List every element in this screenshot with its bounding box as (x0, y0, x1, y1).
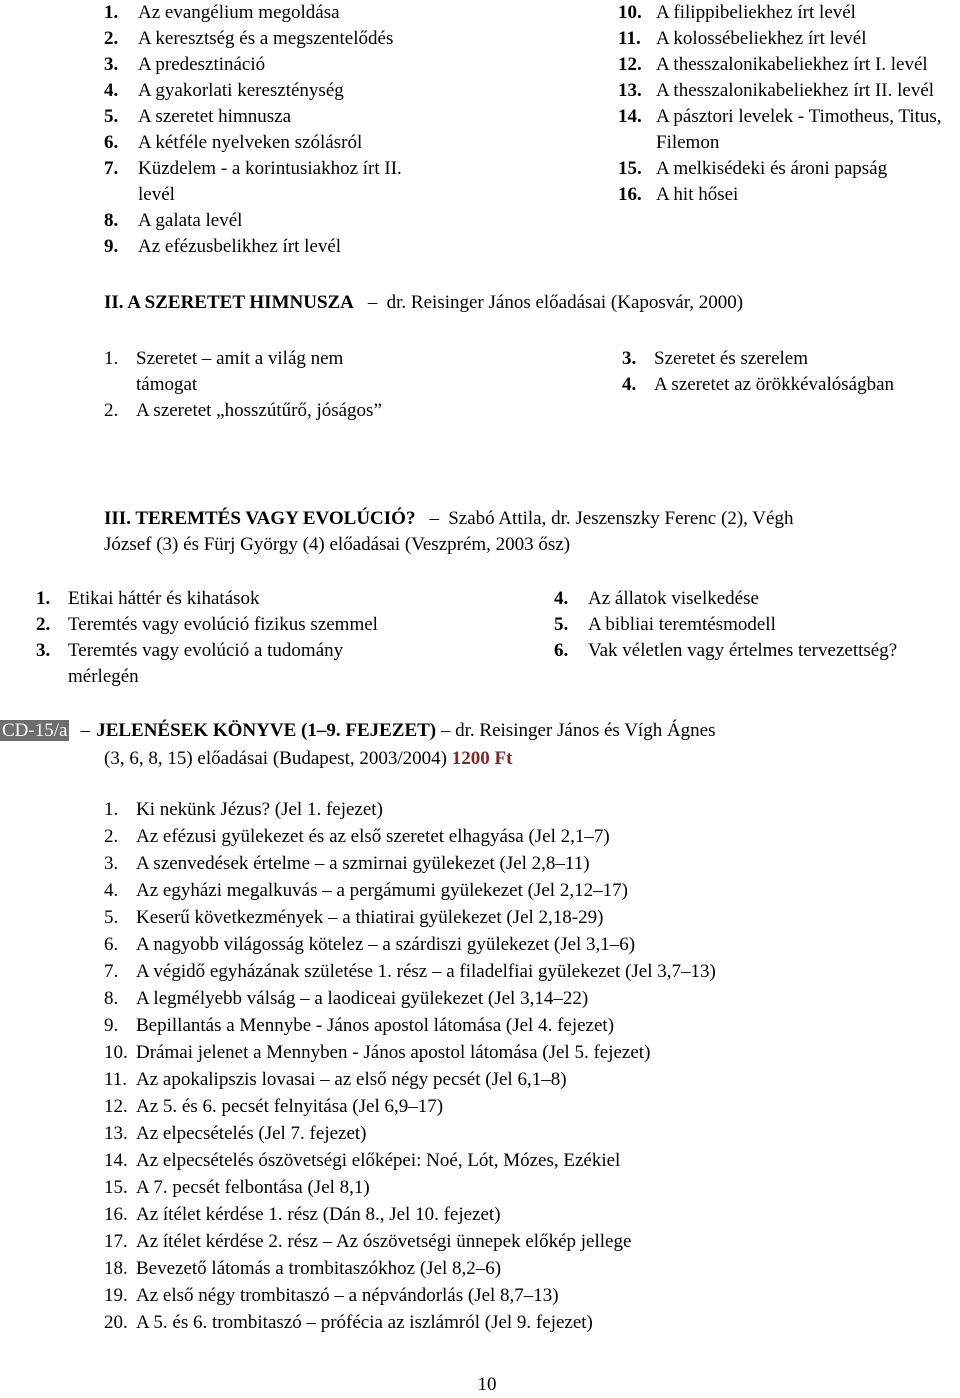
list-item (104, 1066, 960, 1093)
list-item (618, 78, 960, 104)
item-number: 16. (104, 1204, 128, 1225)
list-item (104, 796, 960, 823)
list-item (104, 156, 464, 208)
item-number: 13. (618, 80, 642, 101)
item-number: 19. (104, 1285, 128, 1306)
item-text: Az 5. és 6. pecsét felnyitása (Jel 6,9–17) (136, 1096, 444, 1117)
item-text: Drámai jelenet a Mennyben - János apostol látomása (Jel 5. fejezet) (136, 1042, 651, 1063)
cd-section-heading (0, 718, 960, 772)
list-item (104, 104, 464, 130)
item-text: Küzdelem - a korintusiakhoz írt II. levél (138, 158, 402, 205)
item-number: 18. (104, 1258, 128, 1279)
item-number: 9. (104, 1015, 119, 1036)
item-number: 5. (104, 106, 119, 127)
list-item (36, 638, 456, 690)
section-title: II. A SZERETET HIMNUSZA (104, 292, 354, 313)
item-text: Bevezető látomás a trombitaszókhoz (Jel 8,2–6) (136, 1258, 502, 1279)
list-item (618, 26, 960, 52)
item-number: 1. (104, 2, 119, 23)
list-item (104, 1255, 960, 1282)
price: 1200 Ft (451, 748, 513, 769)
item-text: A kolossébeliekhez írt levél (656, 28, 867, 49)
item-number: 1. (36, 588, 51, 609)
item-number: 12. (104, 1096, 128, 1117)
item-number: 6. (104, 934, 119, 955)
list-item (104, 850, 960, 877)
list-item (618, 52, 960, 78)
item-number: 4. (554, 588, 569, 609)
item-number: 11. (618, 28, 641, 49)
item-text: A bibliai teremtésmodell (588, 614, 776, 635)
item-text: Az elpecsételés ószövetségi előképei: Noé, Lót, Mózes, Ezékiel (136, 1150, 621, 1171)
item-text: Teremtés vagy evolúció fizikus szemmel (68, 614, 378, 635)
item-text: Az apokalipszis lovasai – az első négy pecsét (Jel 6,1–8) (136, 1069, 567, 1090)
item-text: A 7. pecsét felbontása (Jel 8,1) (136, 1177, 370, 1198)
page-number: 10 (477, 1374, 497, 1395)
list-item (104, 130, 464, 156)
item-text: Etikai háttér és kihatások (68, 588, 260, 609)
list-item (618, 104, 960, 156)
item-number: 7. (104, 158, 119, 179)
section-3-heading (104, 506, 960, 558)
item-number: 2. (104, 400, 119, 421)
item-text: Keserű következmények – a thiatirai gyülekezet (Jel 2,18-29) (136, 907, 604, 928)
item-number: 1. (104, 348, 119, 369)
item-text: Teremtés vagy evolúció a tudomány mérlegén (68, 640, 344, 687)
item-text: A szenvedések értelme – a szmirnai gyülekezet (Jel 2,8–11) (136, 853, 590, 874)
item-text: A keresztség és a megszentelődés (138, 28, 394, 49)
item-text: A thesszalonikabeliekhez írt I. levél (656, 54, 928, 75)
item-number: 16. (618, 184, 642, 205)
list-item (104, 1201, 960, 1228)
item-text: Vak véletlen vagy értelmes tervezettség? (588, 640, 898, 661)
list-item (104, 208, 464, 234)
item-number: 20. (104, 1312, 128, 1333)
item-text: Az ítélet kérdése 1. rész (Dán 8., Jel 10. fejezet) (136, 1204, 501, 1225)
item-number: 8. (104, 988, 119, 1009)
item-text: Az első négy trombitaszó – a népvándorlás (Jel 8,7–13) (136, 1285, 559, 1306)
section-subtitle: dr. Reisinger János előadásai (Kaposvár, 2000) (386, 292, 744, 313)
item-text: A szeretet az örökkévalóságban (654, 374, 895, 395)
list-item (104, 904, 960, 931)
dash: – (80, 720, 90, 741)
item-number: 5. (554, 614, 569, 635)
item-number: 11. (104, 1069, 128, 1090)
item-text: A gyakorlati kereszténység (138, 80, 344, 101)
section-title: III. TEREMTÉS VAGY EVOLÚCIÓ? (104, 508, 416, 529)
item-number: 3. (36, 640, 51, 661)
list-item (104, 931, 960, 958)
item-number: 17. (104, 1231, 128, 1252)
list-item (554, 586, 960, 612)
section-3-list-right (554, 586, 960, 664)
list-item (622, 346, 960, 372)
item-text: Az evangélium megoldása (138, 2, 340, 23)
item-text: Az efézusi gyülekezet és az első szeretet elhagyása (Jel 2,1–7) (136, 826, 610, 847)
item-text: A nagyobb világosság kötelez – a szárdiszi gyülekezet (Jel 3,1–6) (136, 934, 636, 955)
list-item (618, 156, 960, 182)
list-item (104, 1012, 960, 1039)
item-text: Szeretet és szerelem (654, 348, 809, 369)
item-number: 14. (618, 106, 642, 127)
list-item (36, 612, 456, 638)
item-number: 8. (104, 210, 119, 231)
section-2-list-left (104, 346, 424, 424)
item-number: 4. (622, 374, 637, 395)
item-text: Az állatok viselkedése (588, 588, 759, 609)
section-subtitle-continued: (3, 6, 8, 15) előadásai (Budapest, 2003/2004) (104, 748, 447, 769)
item-text: A 5. és 6. trombitaszó – prófécia az iszlámról (Jel 9. fejezet) (136, 1312, 593, 1333)
item-number: 6. (104, 132, 119, 153)
item-text: Az egyházi megalkuvás – a pergámumi gyülekezet (Jel 2,12–17) (136, 880, 628, 901)
item-text: Ki nekünk Jézus? (Jel 1. fejezet) (136, 799, 383, 820)
section-3-list-left (36, 586, 456, 690)
item-text: A legmélyebb válság – a laodiceai gyülekezet (Jel 3,14–22) (136, 988, 589, 1009)
top-list-left (104, 0, 464, 260)
list-item (104, 398, 424, 424)
item-number: 12. (618, 54, 642, 75)
list-item (104, 1282, 960, 1309)
list-item (104, 1228, 960, 1255)
list-item (104, 0, 464, 26)
item-text: Az efézusbelikhez írt levél (138, 236, 342, 257)
item-text: A szeretet himnusza (138, 106, 292, 127)
list-item (618, 0, 960, 26)
item-number: 10. (104, 1042, 128, 1063)
item-number: 7. (104, 961, 119, 982)
list-item (554, 612, 960, 638)
item-text: A filippibeliekhez írt levél (656, 2, 856, 23)
item-text: A predesztináció (138, 54, 266, 75)
section-subtitle-continued: József (3) és Fürj György (4) előadásai (Veszprém, 2003 ősz) (104, 534, 571, 555)
item-number: 9. (104, 236, 119, 257)
list-item (104, 52, 464, 78)
item-text: Bepillantás a Mennybe - János apostol látomása (Jel 4. fejezet) (136, 1015, 615, 1036)
list-item (104, 26, 464, 52)
item-number: 3. (104, 54, 119, 75)
list-item (104, 877, 960, 904)
item-text: Az elpecsételés (Jel 7. fejezet) (136, 1123, 367, 1144)
section-2-heading (104, 290, 954, 316)
item-number: 15. (104, 1177, 128, 1198)
list-item (104, 985, 960, 1012)
item-number: 4. (104, 880, 119, 901)
list-item (104, 1039, 960, 1066)
item-text: A melkisédeki és ároni papság (656, 158, 888, 179)
item-text: A hit hősei (656, 184, 739, 205)
dash: – (429, 508, 439, 529)
item-text: Az ítélet kérdése 2. rész – Az ószövetségi ünnepek előkép jellege (136, 1231, 632, 1252)
item-text: Szeretet – amit a világ nem támogat (136, 348, 344, 395)
list-item (104, 823, 960, 850)
top-list-right (618, 0, 960, 208)
item-text: A pásztori levelek - Timotheus, Titus, Filemon (656, 106, 942, 153)
list-item (104, 1147, 960, 1174)
list-item (104, 958, 960, 985)
section-2-list-right (622, 346, 960, 398)
item-number: 6. (554, 640, 569, 661)
cd-tag: CD-15/a (2, 720, 68, 741)
item-number: 2. (104, 28, 119, 49)
item-number: 1. (104, 799, 119, 820)
item-number: 14. (104, 1150, 128, 1171)
list-item (554, 638, 960, 664)
item-number: 2. (104, 826, 119, 847)
item-number: 13. (104, 1123, 128, 1144)
item-text: A kétféle nyelveken szólásról (138, 132, 363, 153)
list-item (36, 586, 456, 612)
item-number: 2. (36, 614, 51, 635)
section-title: JELENÉSEK KÖNYVE (1–9. FEJEZET) (96, 720, 437, 741)
item-number: 4. (104, 80, 119, 101)
item-number: 15. (618, 158, 642, 179)
item-number: 3. (104, 853, 119, 874)
list-item (104, 346, 424, 398)
list-item (104, 1093, 960, 1120)
item-text: A végidő egyházának születése 1. rész – a filadelfiai gyülekezet (Jel 3,7–13) (136, 961, 716, 982)
item-text: A galata levél (138, 210, 243, 231)
section-subtitle: – dr. Reisinger János és Vígh Ágnes (440, 720, 716, 741)
list-item (622, 372, 960, 398)
list-item (104, 78, 464, 104)
item-text: A szeretet „hosszútűrő, jóságos” (136, 400, 382, 421)
item-number: 5. (104, 907, 119, 928)
item-number: 10. (618, 2, 642, 23)
list-item (104, 1174, 960, 1201)
list-item (104, 1309, 960, 1336)
item-text: A thesszalonikabeliekhez írt II. levél (656, 80, 935, 101)
list-item (104, 234, 464, 260)
dash: – (367, 292, 378, 313)
list-item (104, 1120, 960, 1147)
section-subtitle: Szabó Attila, dr. Jeszenszky Ferenc (2), Végh (448, 508, 794, 529)
item-number: 3. (622, 348, 637, 369)
cd-track-list (104, 796, 960, 1336)
list-item (618, 182, 960, 208)
